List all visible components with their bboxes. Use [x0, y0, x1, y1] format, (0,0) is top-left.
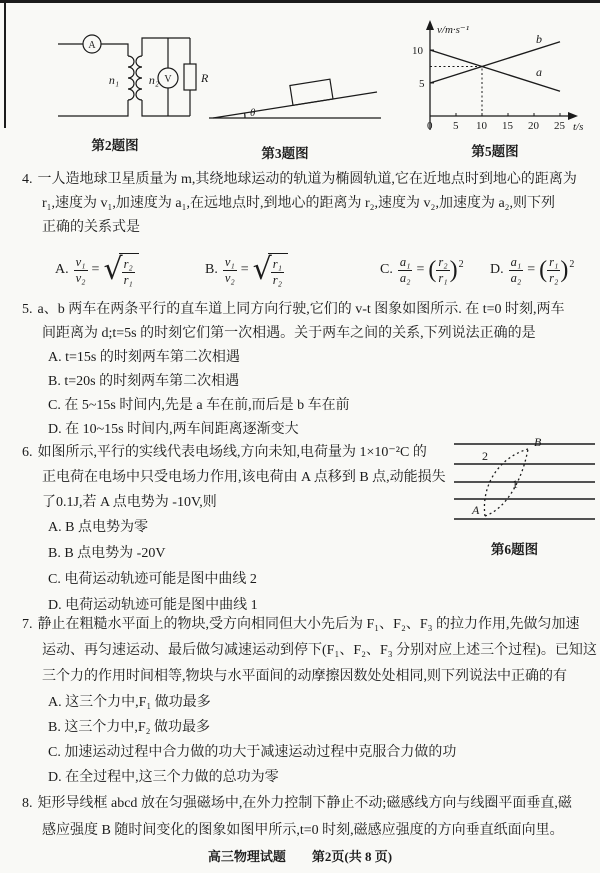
voltmeter-label: V: [164, 74, 172, 85]
x-tick-label: 25: [554, 120, 565, 132]
option: D. 在全过程中,这三个力做的总功为零: [48, 770, 279, 785]
x-tick-label: 20: [528, 120, 539, 132]
circuit-diagram: [50, 26, 212, 130]
question-line: 7. 静止在粗糙水平面上的物块,受方向相同但大小先后为 F₁、F₂、F₃ 的拉力作用,先做匀加速: [22, 617, 580, 632]
series-label-a: a: [536, 65, 542, 79]
n1-label: n₁: [108, 73, 120, 87]
figure-caption: 第3题图: [261, 146, 309, 161]
figure-q2-circuit: [50, 26, 212, 154]
x-axis-arrow: [568, 112, 578, 120]
x-tick-label: 5: [453, 120, 459, 132]
square-root: √ $\frac{\text{r₂}}{\text{r₁}}$: [103, 253, 138, 288]
question-line: 三个力的作用时间相等,物块与水平面间的动摩擦因数处处相同,则下列说法中正确的有: [42, 669, 567, 684]
figure-q6-field: [452, 432, 597, 558]
ammeter-label: A: [88, 40, 96, 51]
question-line: 6. 如图所示,平行的实线代表电场线,方向未知,电荷量为 1×10⁻²C 的: [22, 445, 427, 460]
wire: [58, 100, 128, 116]
point-a-label: A: [472, 503, 480, 517]
option: A. t=15s 的时刻两车第二次相遇: [48, 350, 240, 365]
fraction: $\frac{\text{r₁}}{\text{r₂}}$: [549, 254, 559, 285]
option: A. 这三个力中,F₁ 做功最多: [48, 695, 211, 710]
footer-title: 高三物理试题: [207, 849, 286, 864]
figure-q5-chart: [400, 18, 590, 160]
question-line: 感应强度 B 随时间变化的图象如图甲所示,t=0 时刻,磁感应强度的方向垂直纸面向里。: [42, 823, 564, 838]
figure-q3-incline: [205, 66, 385, 162]
option: B. t=20s 的时刻两车第二次相遇: [48, 374, 240, 389]
square-root: √ $\frac{\text{r₁}}{\text{r₂}}$: [253, 253, 288, 288]
option: A. B 点电势为零: [48, 520, 148, 535]
wire: [101, 44, 128, 56]
scan-edge-left: [4, 0, 6, 128]
figure-caption: 第5题图: [471, 144, 519, 159]
option-b: B. $\frac{\text{v₁}}{\text{v₂}}$ = √ $\frac{\text{r₁}}{\text{r₂}}$: [205, 253, 380, 288]
option: B. B 点电势为 -20V: [48, 546, 166, 561]
question-line: 8. 矩形导线框 abcd 放在匀强磁场中,在外力控制下静止不动;磁感线方向与线圈平面垂直,磁: [22, 796, 572, 811]
curve2-label: 2: [482, 449, 488, 463]
option-d: D. $\frac{\text{a₁}}{\text{a₂}}$ = ( $\frac{\text{r₁}}{\text{r₂}}$ ) 2: [490, 254, 575, 285]
question-line: 正电荷在电场中只受电场力作用,该电荷由 A 点移到 B 点,动能损失: [42, 470, 446, 485]
question-number: 6.: [22, 445, 33, 460]
incline-diagram: [205, 66, 385, 128]
option-a: A. $\frac{\text{v₁}}{\text{v₂}}$ = √ $\frac{\text{r₂}}{\text{r₁}}$: [55, 253, 205, 288]
series-label-b: b: [536, 32, 542, 46]
question-5: [22, 298, 594, 442]
option: D. 电荷运动轨迹可能是图中曲线 1: [48, 598, 258, 613]
primary-coil: [128, 56, 134, 100]
figure-caption: 第2题图: [91, 138, 139, 153]
scan-edge-top: [0, 0, 600, 3]
secondary-coil: [136, 56, 142, 100]
wire: [142, 100, 190, 116]
question-number: 4.: [22, 172, 33, 187]
n2-label: n₂: [148, 73, 160, 87]
question-4: [22, 168, 594, 240]
option: C. 在 5~15s 时间内,先是 a 车在前,而后是 b 车在前: [48, 398, 350, 413]
question-line: 运动、再匀速运动、最后做匀减速运动到停下(F₁、F₂、F₃ 分别对应上述三个过程)。已知这: [42, 643, 597, 658]
question-line: 间距离为 d;t=5s 的时刻它们第一次相遇。关于两车之间的关系,下列说法正确的是: [42, 326, 536, 341]
option-c: C. $\frac{\text{a₁}}{\text{a₂}}$ = ( $\frac{\text{r₂}}{\text{r₁}}$ ) 2: [380, 254, 464, 285]
question-number: 8.: [22, 796, 33, 811]
figure-caption: 第6题图: [490, 542, 539, 557]
curve1-label: 1: [512, 477, 518, 491]
option: C. 电荷运动轨迹可能是图中曲线 2: [48, 572, 257, 587]
y-tick-label: 10: [412, 45, 423, 57]
fraction: $\frac{\text{v₁}}{\text{v₂}}$: [75, 254, 86, 285]
block-on-incline: [290, 79, 333, 105]
x-tick-label: 0: [427, 120, 433, 132]
point-b-label: B: [534, 435, 542, 449]
resistor-icon: [184, 64, 196, 90]
plot-area: [412, 32, 566, 132]
question-line: 5. a、b 两车在两条平行的直车道上同方向行驶,它们的 v-t 图象如图所示. 在 t=0 时刻,两车: [22, 302, 565, 317]
footer-page-number: 第2页(共 8 页): [311, 849, 393, 864]
intersection-dotted-lines: [430, 67, 482, 117]
x-tick-label: 10: [476, 120, 487, 132]
option: C. 加速运动过程中合力做的功大于减速运动过程中克服合力做的功: [48, 745, 457, 760]
option: D. 在 10~15s 时间内,两车间距离逐渐变大: [48, 422, 299, 437]
question-4-options: [55, 244, 600, 296]
fraction: $\frac{\text{r₂}}{\text{r₁}}$: [438, 254, 448, 285]
fraction: $\frac{\text{a₁}}{\text{a₂}}$: [399, 254, 411, 285]
question-6: [22, 440, 452, 619]
page-footer: [0, 846, 600, 865]
option: B. 这三个力中,F₂ 做功最多: [48, 720, 211, 735]
angle-label: θ: [250, 107, 256, 119]
fraction: $\frac{\text{a₁}}{\text{a₂}}$: [510, 254, 522, 285]
wire: [142, 38, 190, 56]
question-line: r₁,速度为 v₁,加速度为 a₁,在远地点时,到地心的距离为 r₂,速度为 v₂,加速度为 a₂,则下列: [42, 196, 556, 211]
question-number: 5.: [22, 302, 33, 317]
field-lines-diagram: [452, 432, 597, 528]
vt-graph: [400, 18, 590, 140]
question-7: [22, 612, 597, 790]
question-number: 7.: [22, 617, 33, 632]
question-line: 正确的关系式是: [42, 220, 140, 235]
x-axis-label: t/s: [573, 121, 584, 133]
resistor-label: R: [201, 71, 209, 85]
x-tick-label: 15: [502, 120, 513, 132]
y-tick-label: 5: [419, 78, 425, 90]
y-axis-arrow: [426, 20, 434, 30]
fraction: $\frac{\text{v₁}}{\text{v₂}}$: [224, 254, 235, 285]
question-line: 4. 一人造地球卫星质量为 m,其绕地球运动的轨道为椭圆轨道,它在近地点时到地心的距离为: [22, 172, 577, 187]
y-axis-label: v/m·s⁻¹: [437, 24, 470, 36]
question-8: [22, 790, 594, 844]
question-line: 了0.1J,若 A 点电势为 -10V,则: [42, 495, 217, 510]
